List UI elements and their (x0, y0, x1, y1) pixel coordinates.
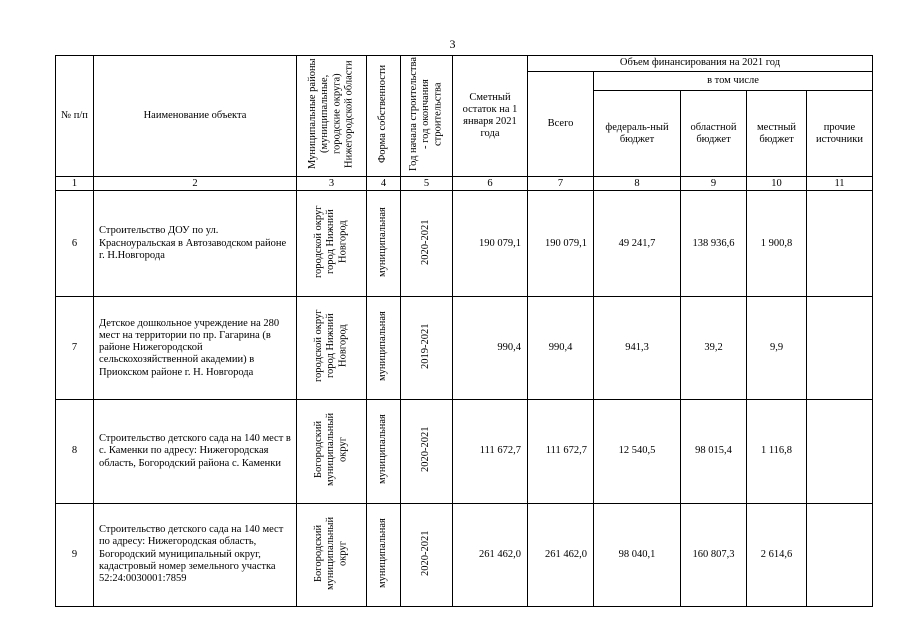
table-row (56, 400, 873, 503)
ownership-cell (367, 297, 401, 400)
years: 2020-2021 (420, 529, 432, 576)
column-number: 6 (453, 177, 528, 191)
header-row-1 (56, 56, 873, 72)
column-number: 1 (56, 177, 94, 191)
header-ownership-cell (367, 56, 401, 177)
column-number: 7 (528, 177, 594, 191)
balance: 990,4 (453, 297, 528, 400)
regional-budget: 160 807,3 (681, 503, 747, 606)
header-years: Год начала строительства - год окончания строительства (408, 57, 444, 171)
years-cell (401, 297, 453, 400)
column-number: 4 (367, 177, 401, 191)
object-name: Детское дошкольное учреждение на 280 мест на территории по пр. Гагарина (в районе Нижегородской сельскохозяйственной академии) в Приокском районе г. Н. Новгорода (94, 297, 297, 400)
table-row (56, 297, 873, 400)
local-budget: 1 900,8 (747, 191, 807, 297)
column-numbers-row (56, 177, 873, 191)
local-budget: 9,9 (747, 297, 807, 400)
header-name: Наименование объекта (94, 56, 297, 177)
federal-budget: 941,3 (594, 297, 681, 400)
header-regional: областной бюджет (681, 91, 747, 177)
column-number: 10 (747, 177, 807, 191)
header-years-cell (401, 56, 453, 177)
local-budget: 2 614,6 (747, 503, 807, 606)
column-number: 3 (297, 177, 367, 191)
page-number: 3 (449, 37, 456, 51)
row-number: 7 (56, 297, 94, 400)
header-ownership: Форма собственности (377, 64, 389, 164)
years: 2019-2021 (420, 323, 432, 369)
ownership-cell (367, 503, 401, 606)
ownership-cell (367, 400, 401, 503)
total: 111 672,7 (528, 400, 594, 503)
district-cell (297, 400, 367, 503)
object-name: Строительство детского сада на 140 мест в с. Каменки по адресу: Нижегородская область, Богородский района с. Каменки (94, 400, 297, 503)
total: 990,4 (528, 297, 594, 400)
header-balance: Сметный остаток на 1 января 2021 года (453, 56, 528, 177)
other-sources (807, 503, 873, 606)
district-cell (297, 297, 367, 400)
column-number: 5 (401, 177, 453, 191)
other-sources (807, 191, 873, 297)
column-number: 8 (594, 177, 681, 191)
local-budget: 1 116,8 (747, 400, 807, 503)
regional-budget: 39,2 (681, 297, 747, 400)
row-number: 8 (56, 400, 94, 503)
years: 2020-2021 (420, 218, 432, 265)
years-cell (401, 400, 453, 503)
other-sources (807, 297, 873, 400)
federal-budget: 12 540,5 (594, 400, 681, 503)
years-cell (401, 503, 453, 606)
balance: 190 079,1 (453, 191, 528, 297)
header-including: в том числе (594, 72, 873, 91)
header-other: прочие источники (807, 91, 873, 177)
ownership: муниципальная (377, 414, 389, 485)
header-no: № п/п (56, 56, 94, 177)
regional-budget: 98 015,4 (681, 400, 747, 503)
row-number: 9 (56, 503, 94, 606)
object-name: Строительство детского сада на 140 мест по адресу: Нижегородская область, Богородский муниципальный округ, кадастровый номер земельного участка 52:24:0030001:7859 (94, 503, 297, 606)
header-federal: федераль-ный бюджет (594, 91, 681, 177)
regional-budget: 138 936,6 (681, 191, 747, 297)
total: 190 079,1 (528, 191, 594, 297)
ownership: муниципальная (377, 206, 389, 277)
financing-table (55, 55, 873, 607)
ownership: муниципальная (377, 517, 389, 588)
object-name: Строительство ДОУ по ул. Красноуральская в Автозаводском районе г. Н.Новгорода (94, 191, 297, 297)
header-district-cell (297, 56, 367, 177)
header-funding-group: Объем финансирования на 2021 год (528, 56, 873, 72)
years-cell (401, 191, 453, 297)
column-number: 2 (94, 177, 297, 191)
ownership-cell (367, 191, 401, 297)
federal-budget: 49 241,7 (594, 191, 681, 297)
header-district: Муниципальные районы (муниципальные, городские округа) Нижегородской области (307, 58, 355, 170)
federal-budget: 98 040,1 (594, 503, 681, 606)
other-sources (807, 400, 873, 503)
district-cell (297, 191, 367, 297)
column-number: 9 (681, 177, 747, 191)
row-number: 6 (56, 191, 94, 297)
column-number: 11 (807, 177, 873, 191)
district: Богородский муниципальный округ (313, 412, 349, 486)
district: городской округ город Нижний Новгород (313, 205, 349, 278)
district: Богородский муниципальный округ (313, 516, 349, 590)
ownership: муниципальная (377, 311, 389, 382)
district: городской округ город Нижний Новгород (313, 309, 349, 383)
header-local: местный бюджет (747, 91, 807, 177)
balance: 261 462,0 (453, 503, 528, 606)
district-cell (297, 503, 367, 606)
years: 2020-2021 (420, 426, 432, 473)
table-row (56, 503, 873, 606)
header-total: Всего (528, 72, 594, 177)
table-row (56, 191, 873, 297)
total: 261 462,0 (528, 503, 594, 606)
balance: 111 672,7 (453, 400, 528, 503)
